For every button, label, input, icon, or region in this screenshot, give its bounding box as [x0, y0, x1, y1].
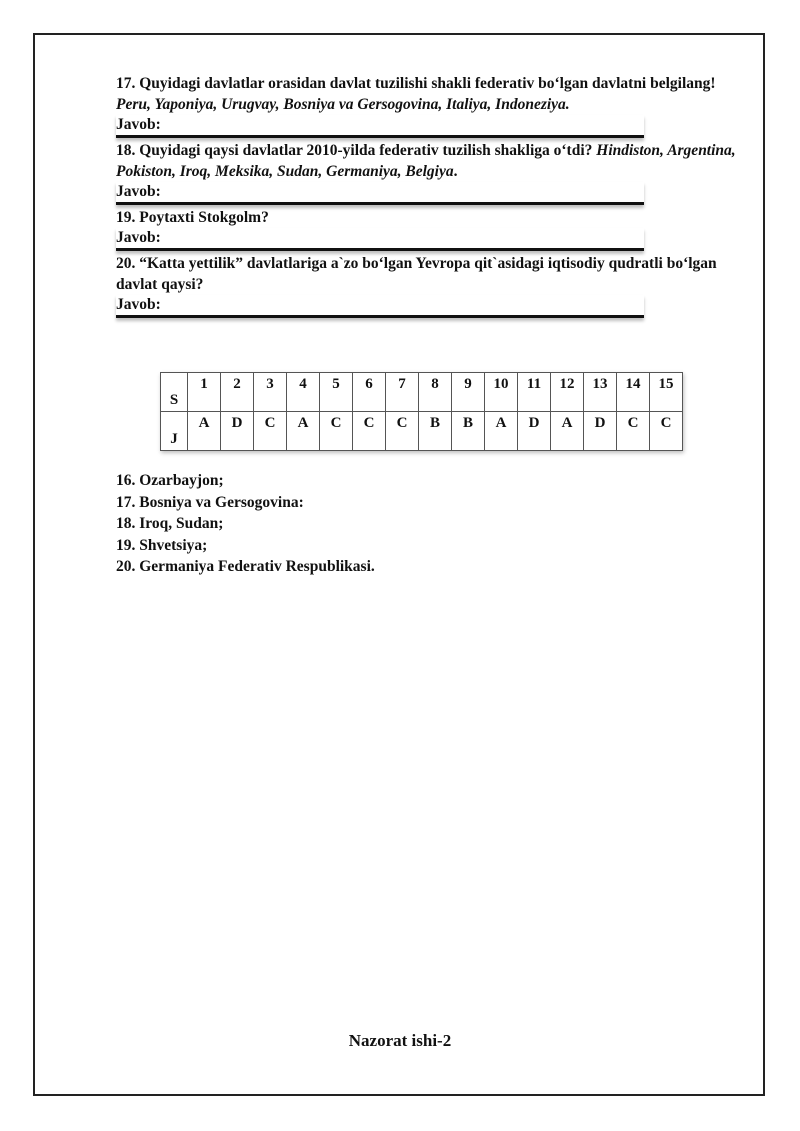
- number-cell: 4: [287, 373, 320, 412]
- answer-cell: D: [518, 412, 551, 451]
- row-label: S: [161, 373, 188, 412]
- answer-line[interactable]: Javob:: [116, 228, 644, 251]
- number-cell: 11: [518, 373, 551, 412]
- question-17: [116, 73, 756, 115]
- number-cell: 12: [551, 373, 584, 412]
- number-cell: 14: [617, 373, 650, 412]
- number-cell: 2: [221, 373, 254, 412]
- answer-cell: A: [287, 412, 320, 451]
- list-item: 17. Bosniya va Gersogovina:: [116, 493, 304, 511]
- answer-key-table: [160, 372, 683, 451]
- list-item: 20. Germaniya Federativ Respublikasi.: [116, 558, 375, 575]
- list-item: 16. Ozarbayjon;: [116, 472, 224, 489]
- number-cell: 13: [584, 373, 617, 412]
- answer-cell: C: [320, 412, 353, 451]
- question-text: 20. “Katta yettilik” davlatlariga a`zo bo‘lgan Yevropa qit`asidagi iqtisodiy qudratli bo‘lgan davlat qaysi?: [116, 255, 717, 293]
- question-19: [116, 207, 756, 228]
- question-20: [116, 253, 756, 295]
- number-cell: 9: [452, 373, 485, 412]
- table-row-numbers: [161, 373, 683, 412]
- question-text: 17. Quyidagi davlatlar orasidan davlat tuzilishi shakli federativ bo‘lgan davlatni belgilang!: [116, 75, 716, 92]
- page-footer-title: Nazorat ishi-2: [348, 1031, 452, 1050]
- questions-section: [116, 73, 756, 320]
- answer-cell: D: [584, 412, 617, 451]
- number-cell: 10: [485, 373, 518, 412]
- answer-cell: B: [452, 412, 485, 451]
- answer-cell: C: [353, 412, 386, 451]
- question-18: [116, 140, 756, 182]
- answer-line[interactable]: Javob:: [116, 115, 644, 138]
- number-cell: 7: [386, 373, 419, 412]
- answer-cell: C: [254, 412, 287, 451]
- answer-cell: A: [188, 412, 221, 451]
- answer-cell: C: [386, 412, 419, 451]
- question-options: Peru, Yaponiya, Urugvay, Bosniya va Gersogovina, Italiya, Indoneziya.: [116, 96, 570, 113]
- answer-cell: B: [419, 412, 452, 451]
- row-label: J: [161, 412, 188, 451]
- question-text: 18. Quyidagi qaysi davlatlar 2010-yilda federativ tuzilish shakliga o‘tdi?: [116, 142, 593, 159]
- answer-cell: A: [485, 412, 518, 451]
- answer-cell: C: [650, 412, 683, 451]
- answer-line[interactable]: Javob:: [116, 182, 644, 205]
- answer-cell: A: [551, 412, 584, 451]
- results-list: [116, 470, 375, 578]
- list-item: 19. Shvetsiya;: [116, 536, 208, 554]
- list-item: 18. Iroq, Sudan;: [116, 515, 224, 532]
- number-cell: 1: [188, 373, 221, 412]
- question-text: 19. Poytaxti Stokgolm?: [116, 209, 269, 226]
- number-cell: 5: [320, 373, 353, 412]
- number-cell: 6: [353, 373, 386, 412]
- answer-cell: D: [221, 412, 254, 451]
- answer-line[interactable]: Javob:: [116, 295, 644, 318]
- number-cell: 8: [419, 373, 452, 412]
- question-options-suffix: .: [453, 163, 458, 180]
- answer-cell: C: [617, 412, 650, 451]
- table-row-answers: [161, 412, 683, 451]
- number-cell: 15: [650, 373, 683, 412]
- question-options: Hindiston, Argentina, Pokiston, Iroq, Meksika, Sudan, Germaniya, Belgiya: [116, 142, 736, 180]
- number-cell: 3: [254, 373, 287, 412]
